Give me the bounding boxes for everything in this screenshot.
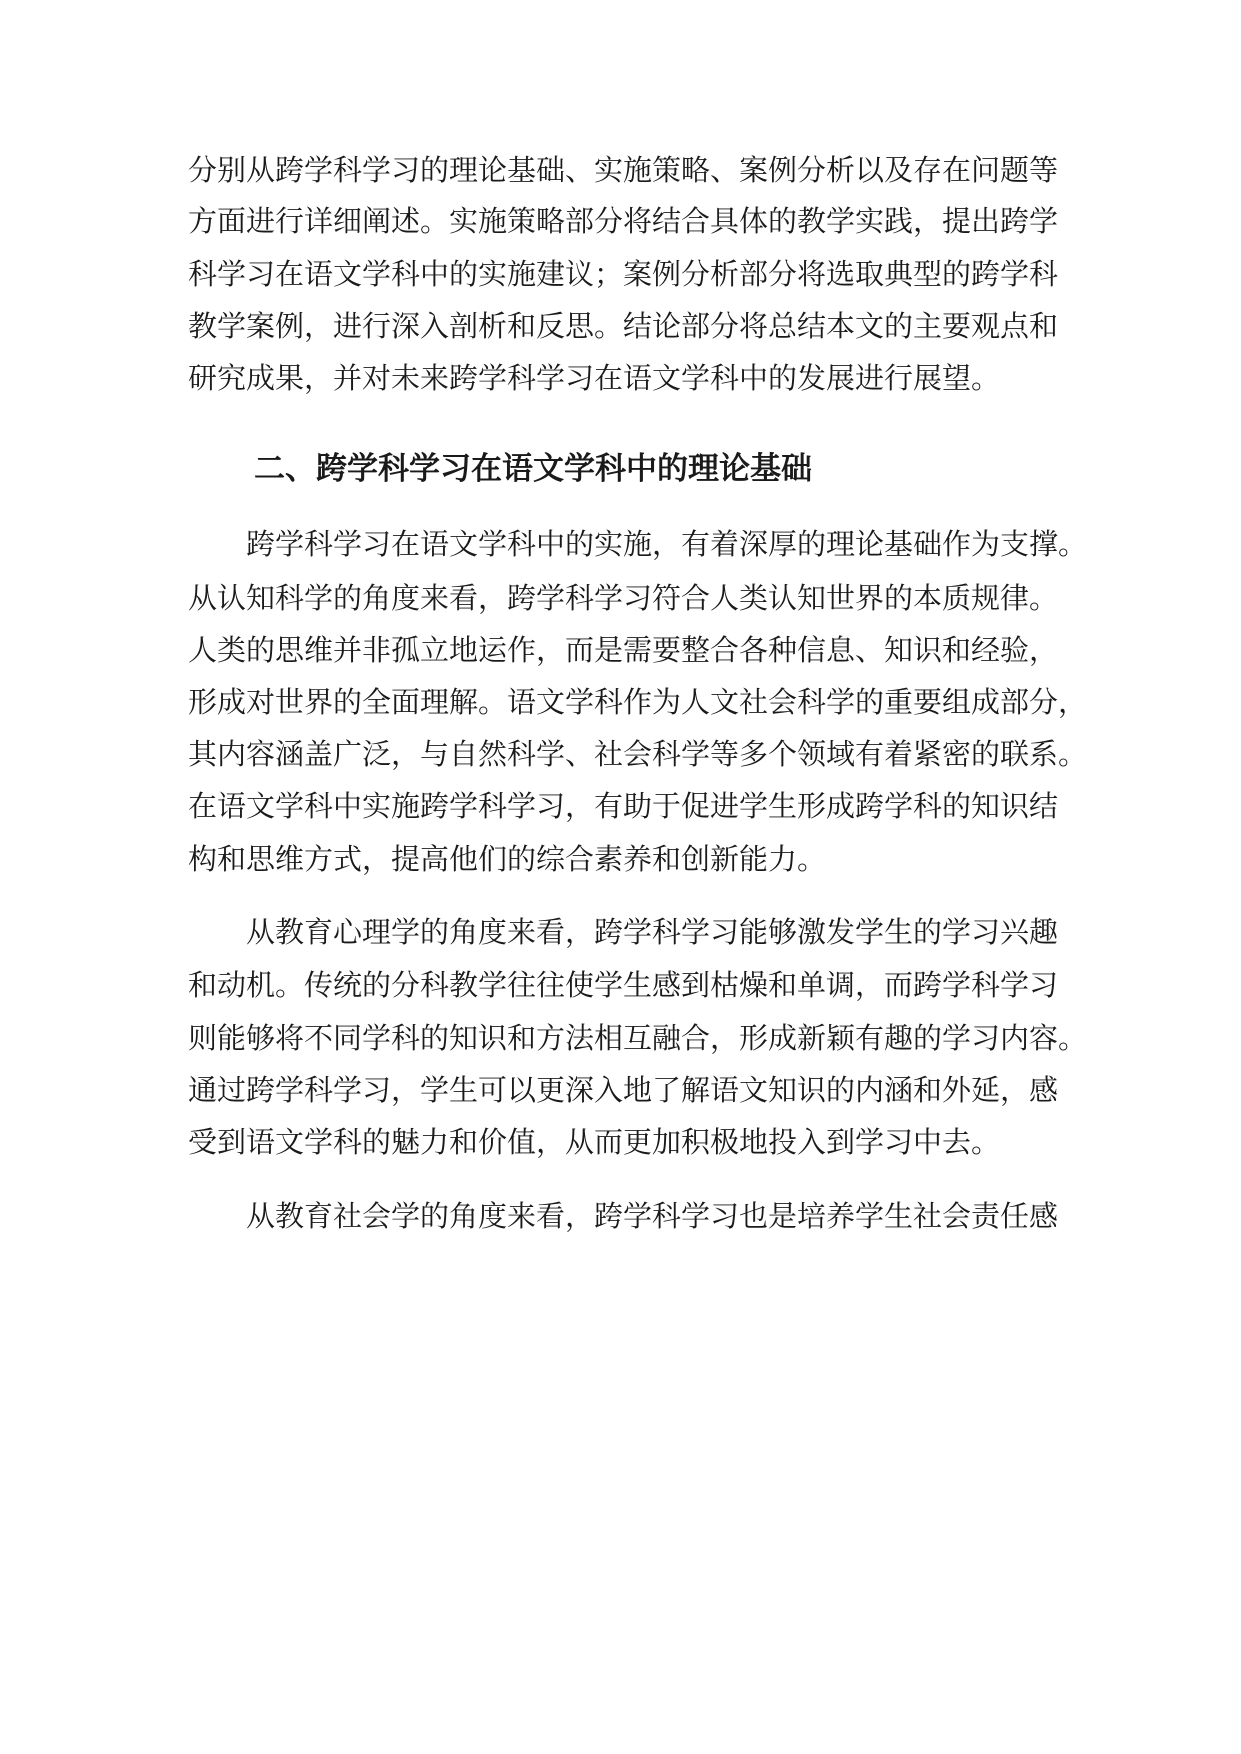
text-line: 科学习在语文学科中的实施建议；案例分析部分将选取典型的跨学科 xyxy=(188,257,1059,291)
text-line: 形成对世界的全面理解。语文学科作为人文社会科学的重要组成部分， xyxy=(188,685,1088,719)
section-heading: 二、跨学科学习在语文学科中的理论基础 xyxy=(254,451,812,487)
text-line: 人类的思维并非孤立地运作，而是需要整合各种信息、知识和经验， xyxy=(188,633,1059,667)
text-line: 和动机。传统的分科教学往往使学生感到枯燥和单调，而跨学科学习 xyxy=(188,968,1059,1002)
text-line: 从教育社会学的角度来看，跨学科学习也是培养学生社会责任感 xyxy=(246,1199,1059,1233)
text-line: 研究成果，并对未来跨学科学习在语文学科中的发展进行展望。 xyxy=(188,361,1001,395)
text-line: 跨学科学习在语文学科中的实施，有着深厚的理论基础作为支撑。 xyxy=(246,527,1088,561)
text-line: 通过跨学科学习，学生可以更深入地了解语文知识的内涵和外延，感 xyxy=(188,1073,1059,1107)
text-line: 其内容涵盖广泛，与自然科学、社会科学等多个领域有着紧密的联系。 xyxy=(188,737,1088,771)
text-line: 受到语文学科的魅力和价值，从而更加积极地投入到学习中去。 xyxy=(188,1125,1001,1159)
text-line: 教学案例，进行深入剖析和反思。结论部分将总结本文的主要观点和 xyxy=(188,309,1059,343)
text-line: 从教育心理学的角度来看，跨学科学习能够激发学生的学习兴趣 xyxy=(246,915,1059,949)
text-line: 构和思维方式，提高他们的综合素养和创新能力。 xyxy=(188,842,827,876)
text-line: 在语文学科中实施跨学科学习，有助于促进学生形成跨学科的知识结 xyxy=(188,789,1059,823)
text-line: 分别从跨学科学习的理论基础、实施策略、案例分析以及存在问题等 xyxy=(188,153,1059,187)
text-line: 方面进行详细阐述。实施策略部分将结合具体的教学实践，提出跨学 xyxy=(188,204,1059,238)
text-line: 则能够将不同学科的知识和方法相互融合，形成新颖有趣的学习内容。 xyxy=(188,1021,1088,1055)
text-line: 从认知科学的角度来看，跨学科学习符合人类认知世界的本质规律。 xyxy=(188,581,1059,615)
